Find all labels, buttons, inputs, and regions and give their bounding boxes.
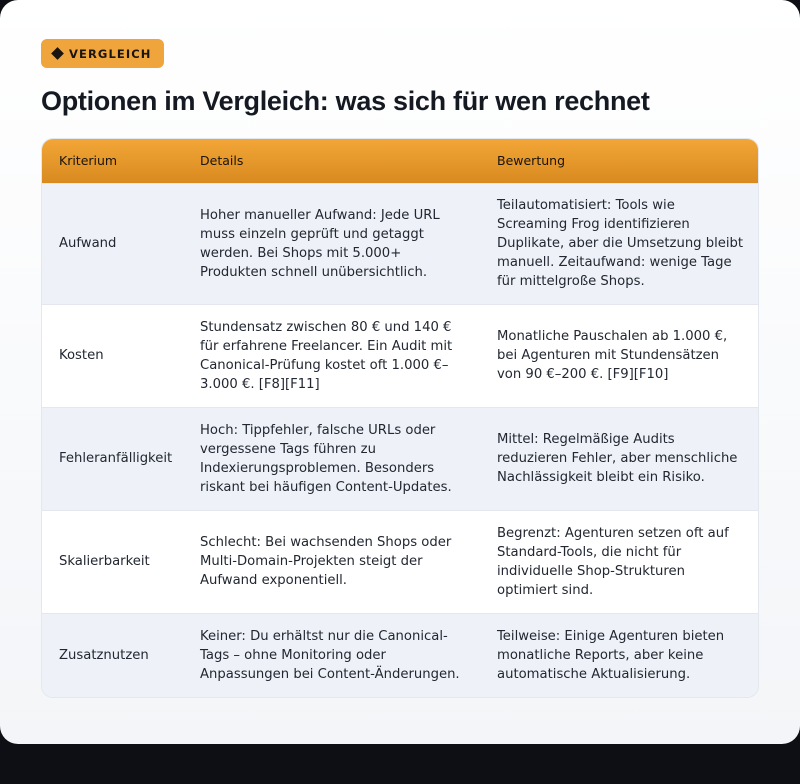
table-row [42,183,759,304]
badge-label: VERGLEICH [69,46,152,61]
details-cell: Hoher manueller Aufwand: Jede URL muss einzeln geprüft und getaggt werden. Bei Shops mit 5.000+ Produkten schnell unübersichtlich. [184,183,481,304]
section-badge [41,39,164,68]
table-row [42,510,759,613]
header-details: Details [200,153,244,169]
rating-cell: Teilautomatisiert: Tools wie Screaming Frog identifizieren Duplikate, aber die Umsetzung bleibt manuell. Zeitaufwand: wenige Tage für mittelgroße Shops. [481,183,759,304]
table-header-row [42,139,759,183]
rating-cell: Mittel: Regelmäßige Audits reduzieren Fehler, aber menschliche Nachlässigkeit bleibt ein Risiko. [481,407,759,510]
rating-cell: Teilweise: Einige Agenturen bieten monatliche Reports, aber keine automatische Aktualisierung. [481,613,759,697]
criterion-cell: Kosten [42,304,184,407]
diamond-icon [51,47,64,60]
details-cell: Stundensatz zwischen 80 € und 140 € für erfahrene Freelancer. Ein Audit mit Canonical-Prüfung kostet oft 1.000 €–3.000 €. [F8][F11] [184,304,481,407]
details-cell: Keiner: Du erhältst nur die Canonical-Tags – ohne Monitoring oder Anpassungen bei Content-Änderungen. [184,613,481,697]
table-row [42,407,759,510]
rating-cell: Monatliche Pauschalen ab 1.000 €, bei Agenturen mit Stundensätzen von 90 €–200 €. [F9][F10] [481,304,759,407]
table-row [42,304,759,407]
table-row [42,613,759,697]
details-cell: Hoch: Tippfehler, falsche URLs oder vergessene Tags führen zu Indexierungsproblemen. Besonders riskant bei häufigen Content-Updates. [184,407,481,510]
criterion-cell: Zusatznutzen [42,613,184,697]
header-rating: Bewertung [497,153,565,169]
comparison-table [41,138,759,698]
header-criterion: Kriterium [59,153,118,169]
details-cell: Schlecht: Bei wachsenden Shops oder Multi-Domain-Projekten steigt der Aufwand exponentiell. [184,510,481,613]
criterion-cell: Aufwand [42,183,184,304]
rating-cell: Begrenzt: Agenturen setzen oft auf Standard-Tools, die nicht für individuelle Shop-Strukturen optimiert sind. [481,510,759,613]
page-title: Optionen im Vergleich: was sich für wen rechnet [41,86,650,116]
criterion-cell: Skalierbarkeit [42,510,184,613]
criterion-cell: Fehleranfälligkeit [42,407,184,510]
